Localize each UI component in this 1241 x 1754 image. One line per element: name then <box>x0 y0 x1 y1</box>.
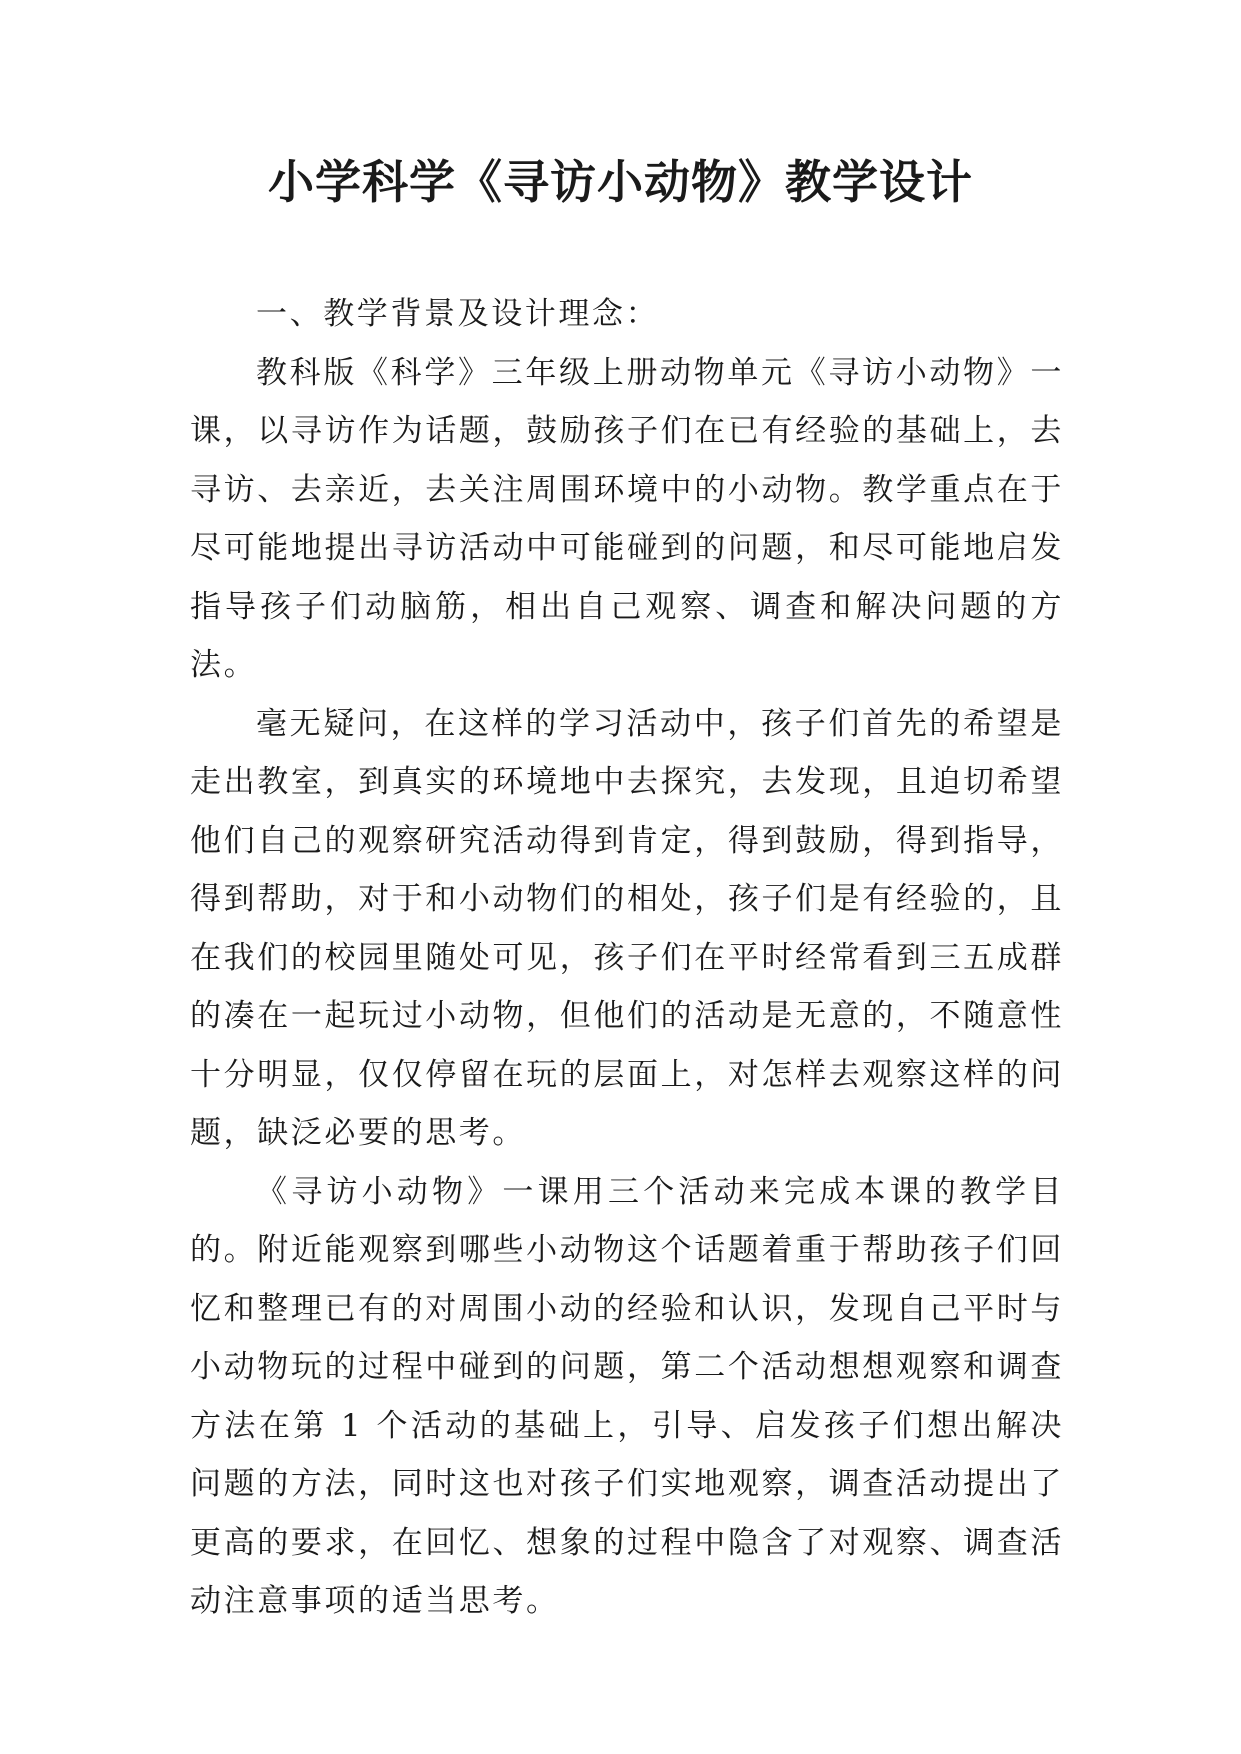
paragraph: 毫无疑问，在这样的学习活动中，孩子们首先的希望是走出教室，到真实的环境地中去探究，去发现，且迫切希望他们自己的观察研究活动得到肯定，得到鼓励，得到指导，得到帮助，对于和小动物们的相处，孩子们是有经验的，且在我们的校园里随处可见，孩子们在平时经常看到三五成群的凑在一起玩过小动物，但他们的活动是无意的，不随意性十分明显，仅仅停留在玩的层面上，对怎样去观察这样的问题，缺泛必要的思考。 <box>190 705 1064 1151</box>
paragraph: 《寻访小动物》一课用三个活动来完成本课的教学目的。附近能观察到哪些小动物这个话题着重于帮助孩子们回忆和整理已有的对周围小动的经验和认识，发现自己平时与小动物玩的过程中碰到的问题，第二个活动想想观察和调查方法在第 1 个活动的基础上，引导、启发孩子们想出解决问题的方法，同时这也对孩子们实地观察，调查活动提出了更高的要求，在回忆、想象的过程中隐含了对观察、调查活动注意事项的适当思考。 <box>190 1173 1064 1619</box>
document-body <box>190 285 1064 1631</box>
paragraph: 教科版《科学》三年级上册动物单元《寻访小动物》一课，以寻访作为话题，鼓励孩子们在已有经验的基础上，去寻访、去亲近，去关注周围环境中的小动物。教学重点在于尽可能地提出寻访活动中可能碰到的问题，和尽可能地启发指导孩子们动脑筋，相出自己观察、调查和解决问题的方法。 <box>190 354 1064 683</box>
document-title: 小学科学《寻访小动物》教学设计 <box>268 155 973 209</box>
section-heading: 一、教学背景及设计理念： <box>256 296 660 332</box>
